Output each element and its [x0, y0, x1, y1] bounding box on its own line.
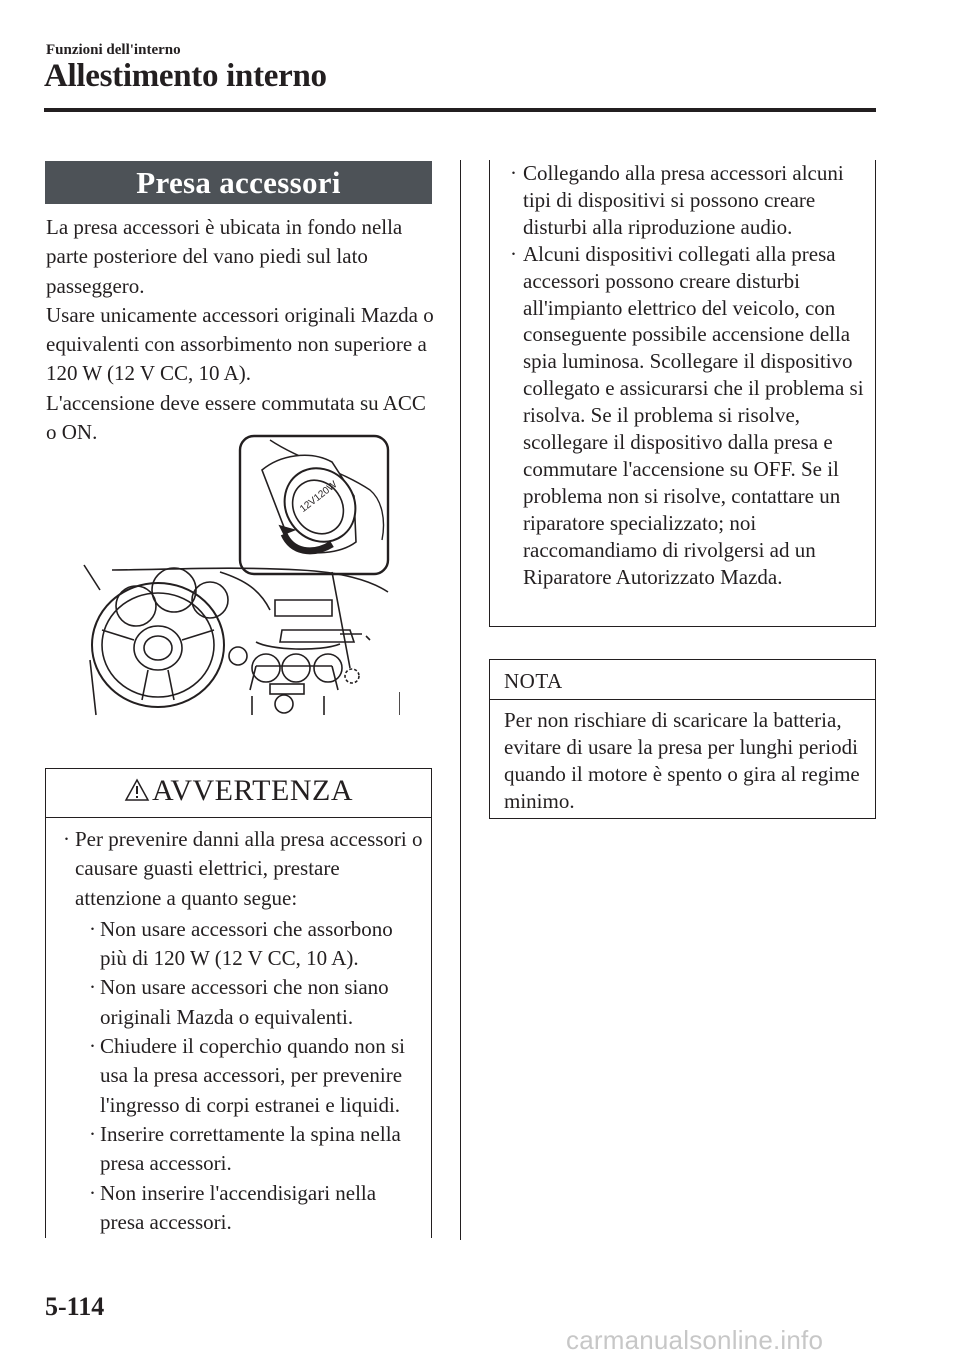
warning-main-text: Per prevenire danni alla presa accessori o causare guasti elettrici, prestare attenzione a quanto segue:: [75, 827, 423, 910]
warning-item-text: Non inserire l'accendisigari nella presa accessori.: [100, 1180, 377, 1234]
list-item: · Chiudere il coperchio quando non si usa la presa accessori, per prevenire l'ingresso di corpi estranei e liquidi.: [89, 1034, 406, 1117]
caution-continued-box: [489, 160, 876, 627]
page-number: 5-114: [45, 1292, 105, 1321]
warning-body: [46, 825, 431, 1237]
caution-item-text: Alcuni dispositivi collegati alla presa accessori possono creare disturbi all'impianto elettrico del veicolo, con conseguente possibile accensione della spia luminosa. Scollegare il dispositivo collegato e assicurarsi che il problema si risolva. Se il problema si risolve, scollegare il dispositivo dalla presa e commutare l'accensione su OFF. Se il problema non si risolve, contattare un riparatore specializzato; noi raccomandiamo di rivolgersi ad un Riparatore Autorizzato Mazda.: [523, 241, 864, 589]
caution-body: [490, 160, 875, 591]
intro-paragraph: L'accensione deve essere commutata su ACC o ON.: [46, 390, 426, 445]
intro-paragraph: Usare unicamente accessori originali Mazda o equivalenti con assorbimento non superiore a 120 W (12 V CC, 10 A).: [46, 302, 434, 386]
accessory-socket-illustration: [70, 430, 400, 720]
intro-text: [46, 213, 436, 447]
warning-triangle-icon: [124, 771, 150, 815]
note-box: [489, 659, 876, 819]
warning-title: AVVERTENZA: [152, 774, 353, 807]
socket-rating-label: 12V120W: [298, 479, 340, 515]
list-item: · Per prevenire danni alla presa accessori o causare guasti elettrici, prestare attenzione a quanto segue:: [63, 827, 423, 910]
section-heading: Presa accessori: [45, 161, 432, 204]
warning-item-text: Inserire correttamente la spina nella presa accessori.: [100, 1121, 401, 1176]
warning-item-text: Chiudere il coperchio quando non si usa la presa accessori, per prevenire l'ingresso di corpi estranei e liquidi.: [100, 1034, 406, 1117]
list-item: · Non usare accessori che non siano originali Mazda o equivalenti.: [89, 975, 389, 1029]
note-text: Per non rischiare di scaricare la batteria, evitare di usare la presa per lunghi periodi quando il motore è spento o gira al regime minimo.: [504, 708, 860, 813]
column-divider: [460, 160, 461, 1240]
warning-sublist: [46, 915, 431, 1237]
list-item: · Inserire correttamente la spina nella presa accessori.: [89, 1121, 401, 1176]
title-divider: [44, 108, 876, 112]
list-item: · Non inserire l'accendisigari nella presa accessori.: [89, 1180, 377, 1234]
list-item: · Alcuni dispositivi collegati alla presa accessori possono creare disturbi all'impianto elettrico del veicolo, con conseguente possibile accensione della spia luminosa. Scollegare il dispositivo collegato e assicurarsi che il problema si risolva. Se il problema si risolve, scollegare il dispositivo dalla presa e commutare l'accensione su OFF. Se il problema non si risolve, contattare un riparatore specializzato; noi raccomandiamo di rivolgersi ad un Riparatore Autorizzato Mazda.: [510, 241, 864, 589]
intro-paragraph: La presa accessori è ubicata in fondo nella parte posteriore del vano piedi sul lato passeggero.: [46, 215, 403, 298]
note-header: NOTA: [490, 660, 875, 700]
list-item: · Non usare accessori che assorbono più di 120 W (12 V CC, 10 A).: [89, 916, 393, 971]
warning-item-text: Non usare accessori che non siano originali Mazda o equivalenti.: [100, 975, 389, 1029]
warning-header: [46, 769, 431, 818]
page-title: Allestimento interno: [44, 58, 327, 94]
caution-item-text: Collegando alla presa accessori alcuni tipi di dispositivi si possono creare disturbi alla riproduzione audio.: [523, 161, 844, 239]
warning-item-text: Non usare accessori che assorbono più di 120 W (12 V CC, 10 A).: [100, 916, 393, 971]
list-item: · Collegando alla presa accessori alcuni tipi di dispositivi si possono creare disturbi alla riproduzione audio.: [510, 161, 844, 239]
watermark: carmanualsonline.info: [566, 1325, 824, 1355]
chapter-label: Funzioni dell'interno: [46, 42, 181, 58]
warning-box: [45, 768, 432, 1238]
